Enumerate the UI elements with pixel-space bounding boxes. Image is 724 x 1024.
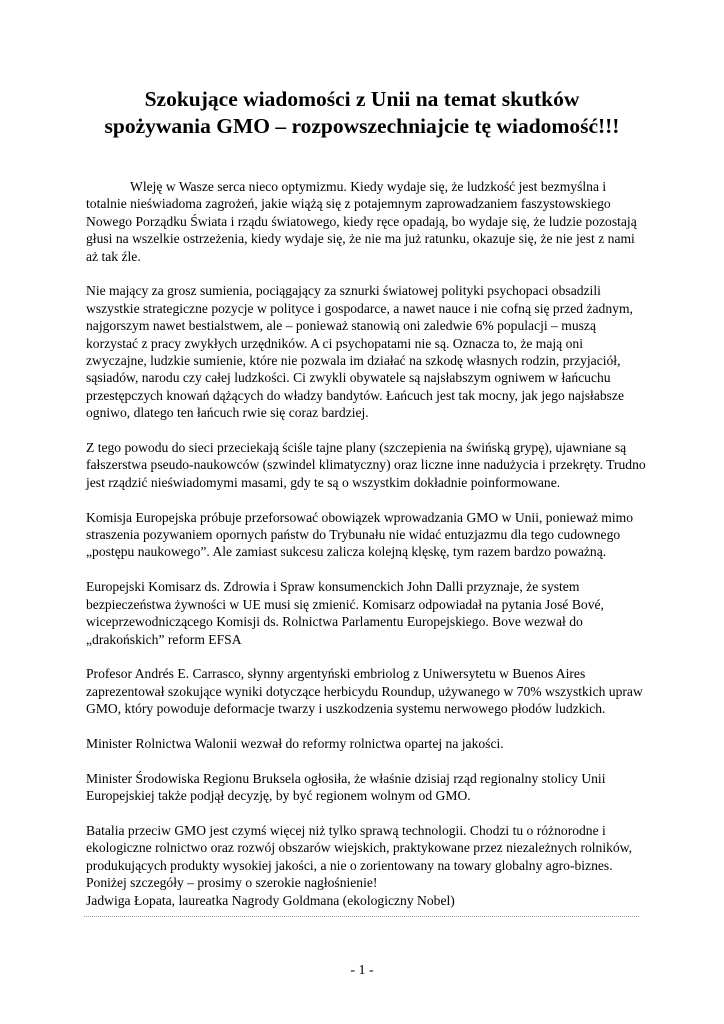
paragraph-leaks: Z tego powodu do sieci przeciekają ściśle tajne plany (szczepienia na świńską grypę), ujawniane są fałszerstwa pseudo-naukowców (szwindel klimatyczny) oraz liczne inne nadużycia i przekręty. Trudno jest rządzić nieświadomymi masami, gdy te są o wszystkim dokładnie poinformowane.	[86, 440, 646, 490]
paragraph-intro: Wleję w Wasze serca nieco optymizmu. Kiedy wydaje się, że ludzkość jest bezmyślna i totalnie nieświadoma zagrożeń, jakie wiążą się z potajemnym zaprowadzaniem faszystowskiego Nowego Porządku Świata i rządu światowego, kiedy ręce opadają, bo wydaje się, że ludzie pozostają głusi na wszelkie ostrzeżenia, kiedy wydaje się, że nie ma już ratunku, okazuje się, że nie jest z nami aż tak źle.	[86, 179, 637, 264]
paragraph-psychopaths: Nie mający za grosz sumienia, pociągający za sznurki światowej polityki psychopaci obsadzili wszystkie strategiczne pozycje w polityce i gospodarce, a nawet nauce i nie cofną się przed żadnym, najgorszym nawet bestialstwem, ale – ponieważ stanowią oni zaledwie 6% populacji – muszą korzystać z pracy zwykłych urzędników. A ci psychopatami nie są. Oznacza to, że mają oni zwyczajne, ludzkie sumienie, które nie pozwala im działać na szkodę własnych rodzin, przyjaciół, sąsiadów, narodu czy całej ludzkości. Ci zwykli obywatele są najsłabszym ogniwem w łańcuchu przestępczych knowań dążących do władzy bandytów. Łańcuch jest tak mocny, jak jego najsłabsze ogniwo, dlatego ten łańcuch rwie się coraz bardziej.	[86, 283, 633, 421]
paragraph-wallonia-minister: Minister Rolnictwa Walonii wezwał do reformy rolnictwa opartej na jakości.	[86, 735, 504, 751]
paragraph-european-commission: Komisja Europejska próbuje przeforsować obowiązek wprowadzania GMO w Unii, ponieważ mimo straszenia pozywaniem opornych państw do Trybunału nie widać entuzjazmu dla tego cudownego „postępu naukowego”. Ale zamiast sukcesu zalicza kolejną klęskę, tym razem bardzo poważną.	[86, 509, 633, 560]
paragraph-commissioner-dalli: Europejski Komisarz ds. Zdrowia i Spraw konsumenckich John Dalli przyznaje, że system bezpieczeństwa żywności w UE musi się zmienić. Komisarz odpowiadał na pytania José Bové, wiceprzewodniczącego Komisji ds. Rolnictwa Parlamentu Europejskiego. Bove wezwał do „drakońskich” reform EFSA	[86, 579, 604, 647]
document-body	[86, 178, 646, 909]
page-number: - 1 -	[350, 963, 374, 978]
footer-divider	[84, 916, 639, 917]
title-line-2: spożywania GMO – rozpowszechniajcie tę wiadomość!!!	[104, 114, 620, 138]
author-signature: Jadwiga Łopata, laureatka Nagrody Goldmana (ekologiczny Nobel)	[86, 892, 455, 908]
closing-appeal: Poniżej szczegóły – prosimy o szerokie nagłośnienie!	[86, 875, 378, 891]
closing-statement: Batalia przeciw GMO jest czymś więcej niż tylko sprawą technologii. Chodzi tu o różnorodne i ekologiczne rolnictwo oraz rozwój obszarów wiejskich, praktykowane przez niezależnych rolników, produkujących produkty wysokiej jakości, a nie o zorientowany na towary globalny agro-biznes.	[86, 822, 633, 873]
document-title	[60, 86, 664, 140]
title-line-1: Szokujące wiadomości z Unii na temat skutków	[144, 87, 580, 111]
paragraph-brussels-minister: Minister Środowiska Regionu Bruksela ogłosiła, że właśnie dzisiaj rząd regionalny stolicy Unii Europejskiej także podjął decyzję, by być regionem wolnym od GMO.	[86, 770, 606, 804]
paragraph-closing	[86, 822, 646, 909]
paragraph-professor-carrasco: Profesor Andrés E. Carrasco, słynny argentyński embriolog z Uniwersytetu w Buenos Aires zaprezentował szokujące wyniki dotyczące herbicydu Roundup, używanego w 70% wszystkich upraw GMO, który powoduje deformacje twarzy i uszkodzenia systemu nerwowego płodów ludzkich.	[86, 666, 643, 717]
